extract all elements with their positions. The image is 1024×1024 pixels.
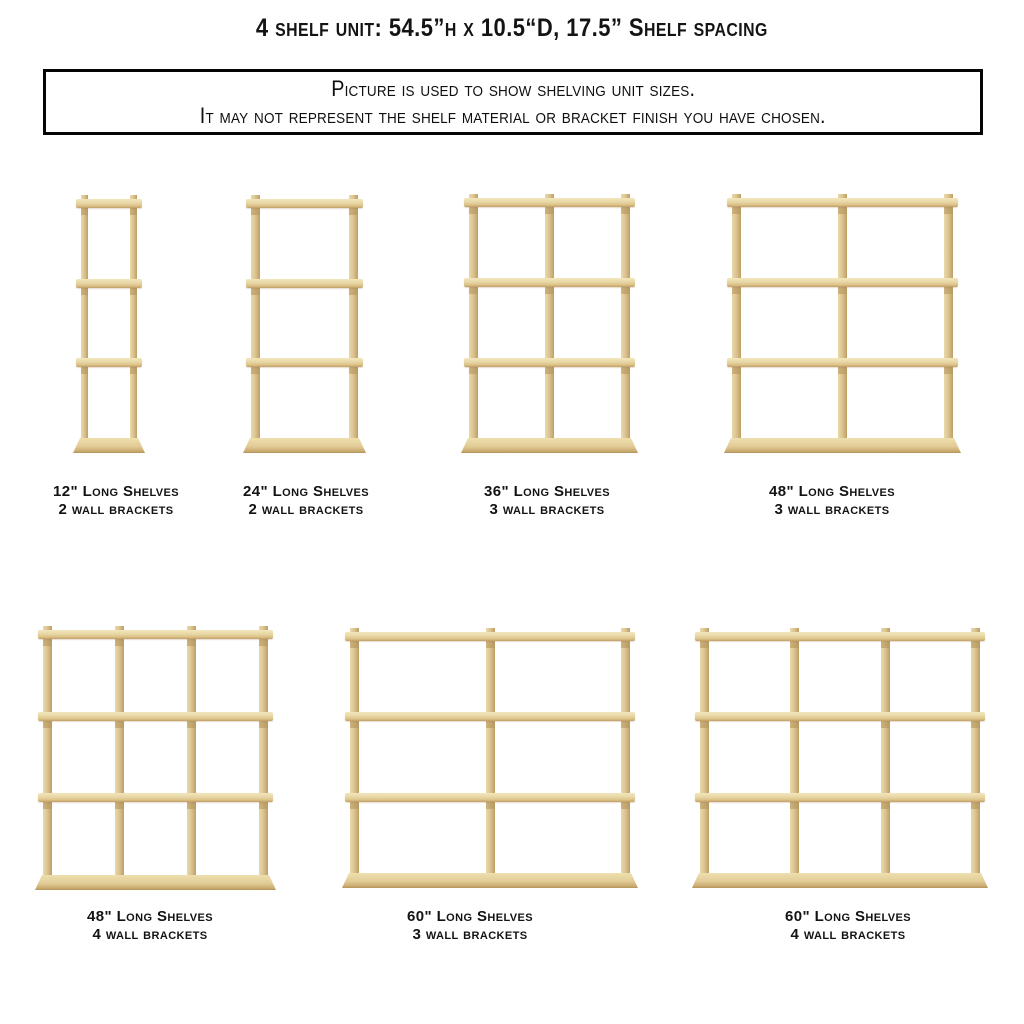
bracket-joint	[545, 367, 554, 374]
bracket-joint	[621, 802, 630, 809]
bracket-joint	[838, 287, 847, 294]
unit-caption	[53, 483, 179, 519]
unit-caption	[87, 908, 213, 944]
shelf-board	[76, 358, 142, 367]
wall-bracket-post	[621, 628, 630, 873]
base-shelf-board	[73, 438, 145, 453]
wall-bracket-post	[130, 195, 137, 438]
unit-caption	[243, 483, 369, 519]
bracket-joint	[700, 802, 709, 809]
shelf-board	[464, 198, 635, 207]
bracket-joint	[700, 641, 709, 648]
wall-bracket-post	[187, 626, 196, 875]
caption-bracket-count: 2 wall brackets	[58, 501, 174, 518]
shelf-unit	[76, 195, 142, 453]
bracket-joint	[259, 639, 268, 646]
bracket-joint	[790, 641, 799, 648]
bracket-joint	[350, 641, 359, 648]
bracket-joint	[115, 802, 124, 809]
bracket-joint	[971, 721, 980, 728]
bracket-joint	[545, 207, 554, 214]
bracket-joint	[838, 207, 847, 214]
bracket-joint	[881, 802, 890, 809]
caption-bracket-count: 4 wall brackets	[92, 926, 208, 943]
bracket-joint	[971, 802, 980, 809]
bracket-joint	[349, 208, 358, 215]
bracket-joint	[187, 802, 196, 809]
notice-box	[43, 69, 983, 135]
caption-shelf-length: 48" Long Shelves	[769, 483, 895, 500]
bracket-joint	[469, 207, 478, 214]
shelf-board	[76, 279, 142, 288]
bracket-joint	[43, 639, 52, 646]
wall-bracket-post	[251, 195, 260, 438]
page-title-text: 4 shelf unit: 54.5”h x 10.5“D, 17.5” Shelf spacing	[256, 14, 768, 42]
shelf-board	[246, 358, 363, 367]
wall-bracket-post	[732, 194, 741, 438]
bracket-joint	[621, 287, 630, 294]
bracket-joint	[187, 639, 196, 646]
bracket-joint	[838, 367, 847, 374]
shelf-board	[38, 630, 273, 639]
wall-bracket-post	[469, 194, 478, 438]
shelf-board	[246, 199, 363, 208]
shelf-board	[345, 712, 635, 721]
wall-bracket-post	[881, 628, 890, 873]
base-shelf-board	[243, 438, 366, 453]
bracket-joint	[881, 641, 890, 648]
caption-bracket-count: 3 wall brackets	[774, 501, 890, 518]
base-shelf-board	[692, 873, 988, 888]
wall-bracket-post	[545, 194, 554, 438]
bracket-joint	[486, 721, 495, 728]
bracket-joint	[81, 208, 88, 215]
bracket-joint	[350, 721, 359, 728]
bracket-joint	[944, 367, 953, 374]
caption-shelf-length: 60" Long Shelves	[785, 908, 911, 925]
caption-shelf-length: 60" Long Shelves	[407, 908, 533, 925]
bracket-joint	[349, 367, 358, 374]
wall-bracket-post	[43, 626, 52, 875]
shelf-board	[695, 793, 985, 802]
bracket-joint	[187, 721, 196, 728]
bracket-joint	[115, 639, 124, 646]
bracket-joint	[790, 802, 799, 809]
shelf-board	[38, 793, 273, 802]
notice-line-2: It may not represent the shelf material or bracket finish you have chosen.	[200, 103, 826, 128]
shelf-board	[345, 793, 635, 802]
shelf-unit	[695, 628, 985, 888]
shelf-board	[464, 358, 635, 367]
bracket-joint	[251, 367, 260, 374]
bracket-joint	[700, 721, 709, 728]
base-shelf-board	[342, 873, 638, 888]
wall-bracket-post	[115, 626, 124, 875]
unit-caption	[484, 483, 610, 519]
caption-bracket-count: 2 wall brackets	[248, 501, 364, 518]
bracket-joint	[486, 641, 495, 648]
wall-bracket-post	[971, 628, 980, 873]
shelf-board	[695, 712, 985, 721]
caption-shelf-length: 36" Long Shelves	[484, 483, 610, 500]
bracket-joint	[732, 207, 741, 214]
bracket-joint	[130, 208, 137, 215]
wall-bracket-post	[838, 194, 847, 438]
caption-shelf-length: 48" Long Shelves	[87, 908, 213, 925]
bracket-joint	[259, 721, 268, 728]
bracket-joint	[621, 721, 630, 728]
bracket-joint	[944, 207, 953, 214]
bracket-joint	[130, 367, 137, 374]
bracket-joint	[732, 287, 741, 294]
shelf-unit	[345, 628, 635, 888]
bracket-joint	[43, 721, 52, 728]
bracket-joint	[486, 802, 495, 809]
bracket-joint	[251, 208, 260, 215]
wall-bracket-post	[350, 628, 359, 873]
bracket-joint	[469, 367, 478, 374]
wall-bracket-post	[621, 194, 630, 438]
caption-bracket-count: 3 wall brackets	[412, 926, 528, 943]
shelf-board	[38, 712, 273, 721]
shelf-unit	[464, 194, 635, 453]
bracket-joint	[259, 802, 268, 809]
page-title	[0, 14, 1024, 43]
shelf-board	[464, 278, 635, 287]
bracket-joint	[81, 367, 88, 374]
bracket-joint	[350, 802, 359, 809]
shelf-board	[695, 632, 985, 641]
bracket-joint	[621, 207, 630, 214]
bracket-joint	[732, 367, 741, 374]
caption-shelf-length: 12" Long Shelves	[53, 483, 179, 500]
bracket-joint	[621, 641, 630, 648]
bracket-joint	[43, 802, 52, 809]
shelf-unit	[246, 195, 363, 453]
wall-bracket-post	[349, 195, 358, 438]
shelf-unit	[38, 626, 273, 890]
bracket-joint	[115, 721, 124, 728]
shelf-board	[727, 278, 958, 287]
base-shelf-board	[724, 438, 961, 453]
notice-line-1: Picture is used to show shelving unit sizes.	[331, 76, 695, 101]
shelf-board	[345, 632, 635, 641]
bracket-joint	[621, 367, 630, 374]
bracket-joint	[469, 287, 478, 294]
base-shelf-board	[461, 438, 638, 453]
caption-bracket-count: 3 wall brackets	[489, 501, 605, 518]
wall-bracket-post	[790, 628, 799, 873]
unit-caption	[407, 908, 533, 944]
bracket-joint	[971, 641, 980, 648]
shelf-board	[727, 358, 958, 367]
wall-bracket-post	[81, 195, 88, 438]
bracket-joint	[349, 288, 358, 295]
wall-bracket-post	[486, 628, 495, 873]
caption-shelf-length: 24" Long Shelves	[243, 483, 369, 500]
bracket-joint	[81, 288, 88, 295]
shelf-board	[246, 279, 363, 288]
wall-bracket-post	[259, 626, 268, 875]
shelf-board	[76, 199, 142, 208]
bracket-joint	[130, 288, 137, 295]
bracket-joint	[251, 288, 260, 295]
shelf-unit	[727, 194, 958, 453]
shelf-board	[727, 198, 958, 207]
base-shelf-board	[35, 875, 276, 890]
wall-bracket-post	[944, 194, 953, 438]
unit-caption	[785, 908, 911, 944]
bracket-joint	[545, 287, 554, 294]
bracket-joint	[881, 721, 890, 728]
bracket-joint	[790, 721, 799, 728]
wall-bracket-post	[700, 628, 709, 873]
caption-bracket-count: 4 wall brackets	[790, 926, 906, 943]
unit-caption	[769, 483, 895, 519]
bracket-joint	[944, 287, 953, 294]
